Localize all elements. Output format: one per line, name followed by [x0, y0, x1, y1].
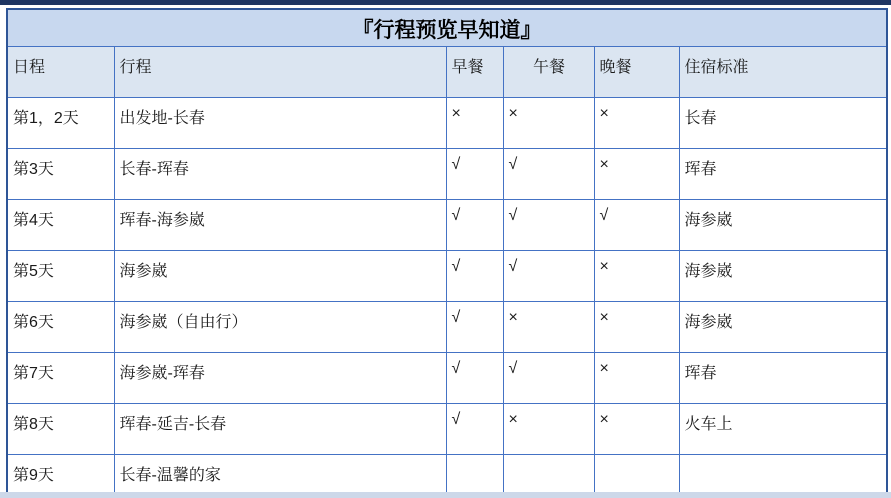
cell-day: 第8天 — [7, 404, 114, 455]
cell-hotel: 长春 — [679, 98, 887, 149]
cell-breakfast-status: √ — [446, 200, 503, 251]
cell-hotel: 海参崴 — [679, 302, 887, 353]
cell-day: 第3天 — [7, 149, 114, 200]
cell-day: 第4天 — [7, 200, 114, 251]
cell-day: 第1，2天 — [7, 98, 114, 149]
cell-itinerary: 珲春-延吉-长春 — [114, 404, 446, 455]
cell-dinner-status: × — [594, 98, 679, 149]
cell-itinerary: 长春-温馨的家 — [114, 455, 446, 498]
table-header-row — [7, 47, 887, 98]
column-header-day: 日程 — [7, 47, 114, 98]
itinerary-table-container — [6, 8, 886, 498]
top-cropped-bar — [0, 0, 891, 5]
cell-lunch-status: × — [503, 302, 594, 353]
cell-itinerary: 珲春-海参崴 — [114, 200, 446, 251]
cell-itinerary: 长春-珲春 — [114, 149, 446, 200]
cell-lunch-status: × — [503, 404, 594, 455]
bottom-cropped-bar — [0, 492, 891, 498]
table-row — [7, 149, 887, 200]
column-header-dinner: 晚餐 — [594, 47, 679, 98]
cell-breakfast-status: √ — [446, 353, 503, 404]
table-title: 『行程预览早知道』 — [7, 9, 887, 47]
table-row — [7, 353, 887, 404]
table-row — [7, 98, 887, 149]
table-row — [7, 200, 887, 251]
cell-breakfast-status: × — [446, 98, 503, 149]
cell-lunch-status: √ — [503, 149, 594, 200]
cell-breakfast-status: √ — [446, 404, 503, 455]
cell-itinerary: 海参崴 — [114, 251, 446, 302]
cell-itinerary: 海参崴-珲春 — [114, 353, 446, 404]
column-header-hotel: 住宿标准 — [679, 47, 887, 98]
column-header-breakfast: 早餐 — [446, 47, 503, 98]
itinerary-table — [6, 8, 888, 498]
cell-dinner-status: √ — [594, 200, 679, 251]
cell-dinner-status: × — [594, 251, 679, 302]
cell-lunch-status: √ — [503, 200, 594, 251]
table-row — [7, 302, 887, 353]
cell-hotel: 海参崴 — [679, 251, 887, 302]
cell-lunch-status: √ — [503, 251, 594, 302]
table-row — [7, 251, 887, 302]
cell-day: 第7天 — [7, 353, 114, 404]
column-header-lunch: 午餐 — [503, 47, 594, 98]
cell-itinerary: 出发地-长春 — [114, 98, 446, 149]
cell-day: 第6天 — [7, 302, 114, 353]
cell-lunch-status: √ — [503, 353, 594, 404]
cell-hotel: 珲春 — [679, 353, 887, 404]
cell-dinner-status: × — [594, 149, 679, 200]
cell-hotel: 海参崴 — [679, 200, 887, 251]
cell-dinner-status: × — [594, 302, 679, 353]
cell-hotel: 珲春 — [679, 149, 887, 200]
cell-dinner-status: × — [594, 404, 679, 455]
cell-dinner-status: × — [594, 353, 679, 404]
cell-day: 第9天 — [7, 455, 114, 498]
cell-breakfast-status: √ — [446, 251, 503, 302]
column-header-itinerary: 行程 — [114, 47, 446, 98]
cell-lunch-status: × — [503, 98, 594, 149]
table-title-row — [7, 9, 887, 47]
cell-itinerary: 海参崴（自由行） — [114, 302, 446, 353]
cell-hotel: 火车上 — [679, 404, 887, 455]
cell-breakfast-status: √ — [446, 149, 503, 200]
cell-day: 第5天 — [7, 251, 114, 302]
cell-breakfast-status: √ — [446, 302, 503, 353]
table-row — [7, 404, 887, 455]
